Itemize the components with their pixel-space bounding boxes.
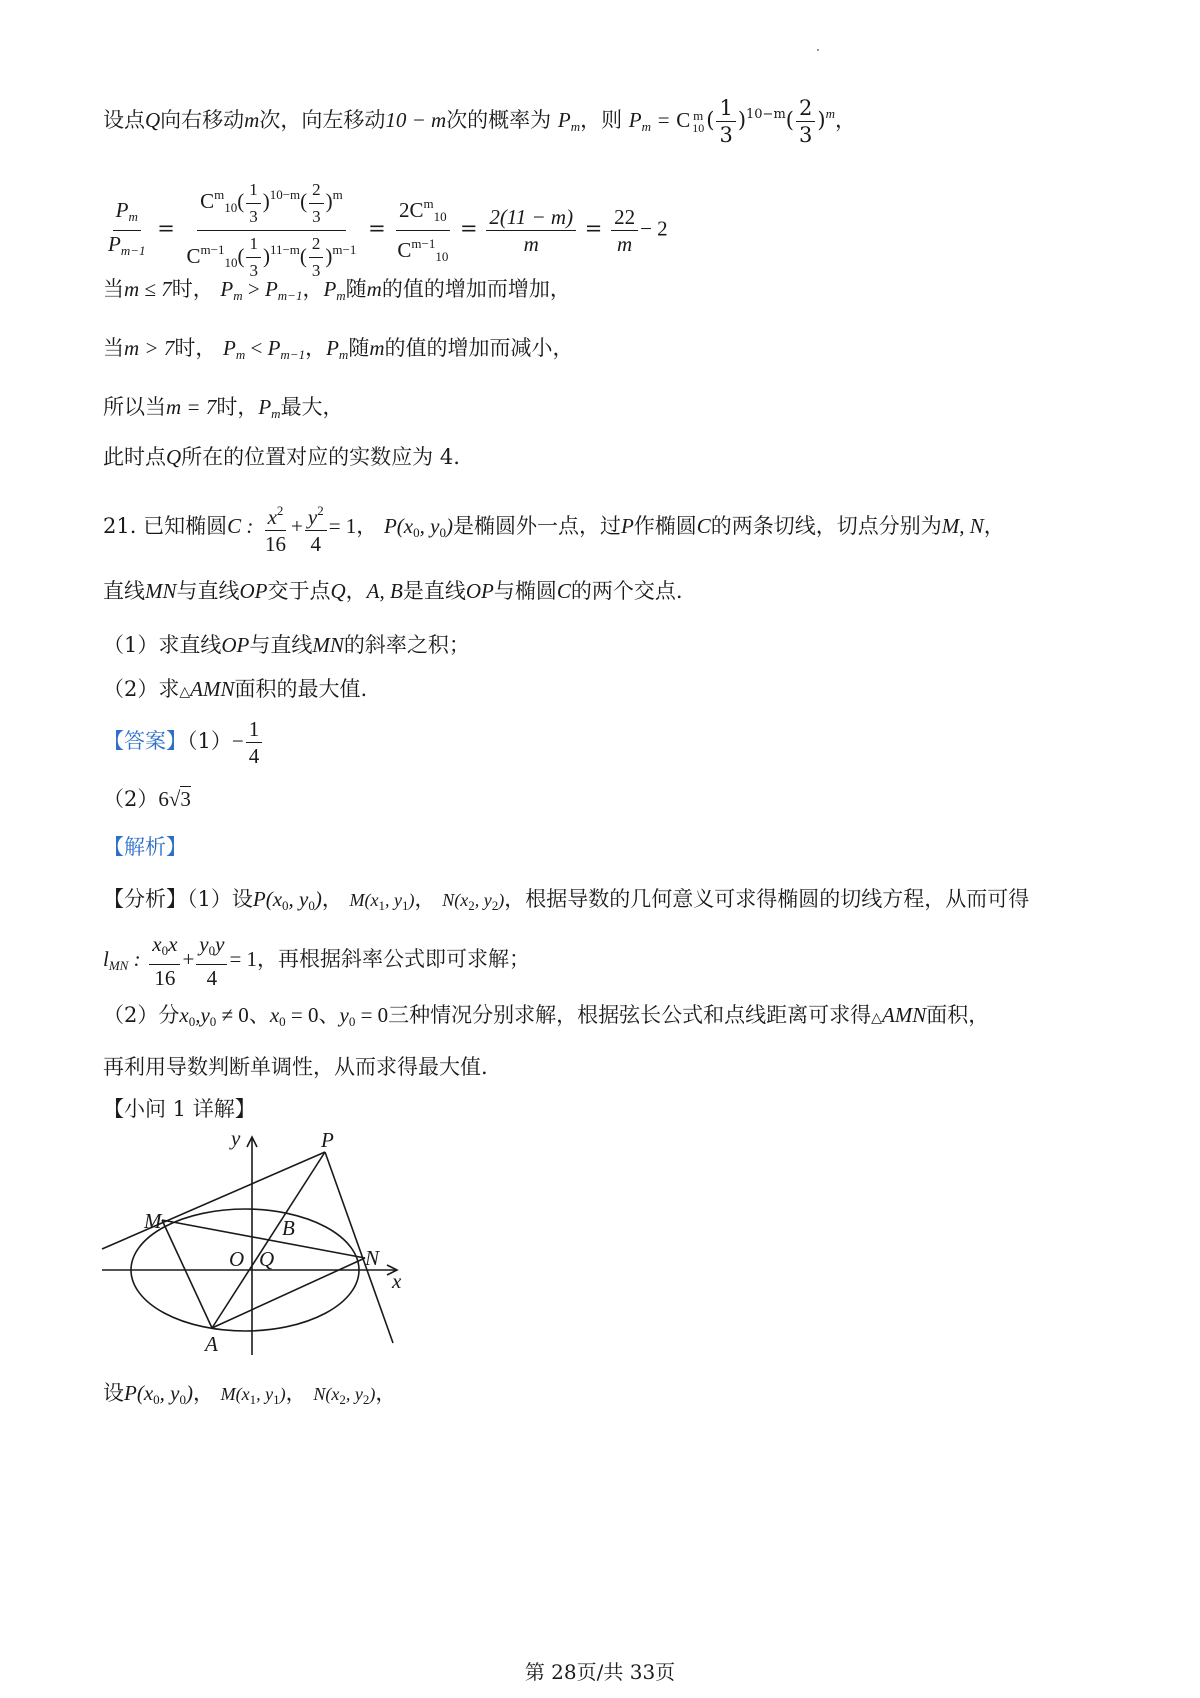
line-ma xyxy=(162,1220,212,1328)
solution-line-2: $\frac{P_m}{P_{m-1}}$ = $C^m_{10}$( $\frac{1}{3}$ )$^{10-m}$( $\frac{2}{3}$ )$^m$ $C^{m-1}_{10}$( $\frac{1}{3}$ )$^{11-m}$( $\frac{2}{3}$ )$^{m-1}$ = $\frac{2C^m_{10}}{C^{m-1}_{10}}$ = $\frac{2(11 - m)}{m}$ = $\frac{22}{m}$ − 2 xyxy=(108,179,668,281)
label-x: x xyxy=(392,1269,402,1293)
solution-line-4: 当m > 7时， $P_m < P_{m-1}$，$P_m$随m的值的增加而减小， xyxy=(103,336,574,362)
answer-tag: 【答案】 xyxy=(103,729,187,753)
question-21-line-1: 21. 已知椭圆C : $\frac{x^2}{16}$ + $\frac{y^2}{4}$ = 1， $P(x_0$, $y_0$)是椭圆外一点，过P作椭圆C的两条切线，切点分别为M, N， xyxy=(103,498,1005,561)
jiexi-tag: 【解析】 xyxy=(103,835,187,859)
label-p: P xyxy=(321,1128,334,1152)
solution-line-1: 设点Q向右移动m次，向左移动10 − m次的概率为 $P_m$，则 $P_m = C$ m 10 ( $\frac{1}{3}$ )$^{10-m}$( $\frac{2}{3}$ )$^m$， xyxy=(103,96,856,147)
solution-line-6: 此时点Q所在的位置对应的实数应为 4. xyxy=(103,445,460,469)
solution-line-3: 当m ≤ 7时， $P_m > P_{m-1}$，$P_m$随m的值的增加而增加， xyxy=(103,277,571,303)
analysis-line-1: 【分析】（1）设$P(x_0$, $y_0$)， $M(x_1$, $y_1$)， $N(x_2$, $y_2$)，根据导数的几何意义可求得椭圆的切线方程，从而可得 xyxy=(103,887,1030,913)
question-21-part-1: （1）求直线OP与直线MN的斜率之积； xyxy=(103,633,470,657)
page-footer: 第 28页/共 33页 xyxy=(524,1660,676,1684)
label-y: y xyxy=(231,1126,241,1150)
analysis-line-4: 再利用导数判断单调性，从而求得最大值. xyxy=(103,1055,488,1079)
question-21-part-2: （2）求△AMN面积的最大值. xyxy=(103,677,368,701)
answer-line-1: 【答案】（1）− $\frac{1}{4}$ xyxy=(103,712,264,770)
label-q: Q xyxy=(259,1247,275,1271)
label-m: M xyxy=(144,1209,162,1233)
solution-setup-line: 设$P(x_0$, $y_0$)， $M(x_1$, $y_1$)， $N(x_2$, $y_2$)， xyxy=(103,1381,397,1407)
analysis-line-3: （2）分$x_0,y_0 \ne 0$、$x_0 = 0$、$y_0 = 0$三种情况分别求解，根据弦长公式和点线距离可求得△AMN面积， xyxy=(103,1003,990,1029)
stray-dot xyxy=(817,49,819,51)
analysis-line-2: $l_{MN}$ : $\frac{x_0x}{16}$ + $\frac{y_0y}{4}$ = 1，再根据斜率公式即可求解； xyxy=(103,931,531,990)
answer-line-2: （2）6√3 xyxy=(103,787,191,811)
tangent-line-pn xyxy=(325,1152,393,1343)
subquestion-1-heading: 【小问 1 详解】 xyxy=(103,1097,256,1121)
label-a: A xyxy=(205,1332,218,1356)
label-o: O xyxy=(229,1247,245,1271)
ellipse-tangent-figure xyxy=(95,1125,425,1360)
label-b: B xyxy=(282,1216,295,1240)
label-n: N xyxy=(365,1246,380,1270)
jiexi-tag-line xyxy=(103,832,187,862)
question-21-line-2: 直线MN与直线OP交于点Q，A, B是直线OP与椭圆C的两个交点. xyxy=(103,579,683,603)
solution-line-5: 所以当m = 7时，$P_m$最大， xyxy=(103,395,344,421)
